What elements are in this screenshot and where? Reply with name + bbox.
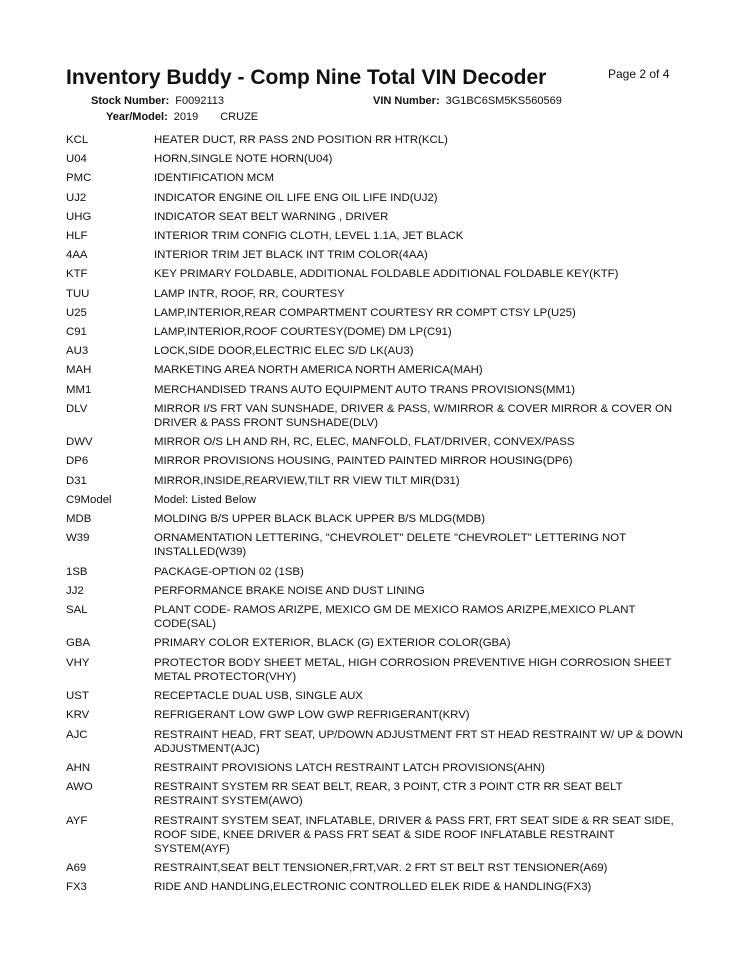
option-description: KEY PRIMARY FOLDABLE, ADDITIONAL FOLDABLE ADDITIONAL FOLDABLE KEY(KTF) (154, 268, 619, 281)
option-code-row (66, 728, 686, 756)
option-code-row (66, 229, 686, 243)
option-code-list (66, 133, 686, 900)
year-model-label: Year/Model: (106, 111, 168, 123)
option-code: C9Model (66, 493, 112, 506)
option-code: SAL (66, 604, 88, 617)
option-description: REFRIGERANT LOW GWP LOW GWP REFRIGERANT(KRV) (154, 709, 470, 722)
option-code: UHG (66, 210, 92, 223)
option-code-row (66, 435, 686, 449)
option-code: GBA (66, 637, 91, 650)
option-code: MM1 (66, 383, 92, 396)
option-code-row (66, 880, 686, 894)
option-description: PRIMARY COLOR EXTERIOR, BLACK (G) EXTERIOR COLOR(GBA) (154, 637, 511, 650)
option-code-row (66, 603, 686, 631)
option-description: MIRROR I/S FRT VAN SUNSHADE, DRIVER & PASS, W/MIRROR & COVER MIRROR & COVER ON DRIVER & PASS FRONT SUNSHADE(DLV) (154, 402, 673, 430)
option-code-row (66, 287, 686, 301)
option-code: KRV (66, 709, 90, 722)
option-description: MIRROR,INSIDE,REARVIEW,TILT RR VIEW TILT MIR(D31) (154, 474, 460, 487)
option-code: VHY (66, 656, 90, 669)
option-code: DWV (66, 436, 93, 449)
option-code-row (66, 363, 686, 377)
option-code-row (66, 584, 686, 598)
option-code-row (66, 565, 686, 579)
option-code-row (66, 306, 686, 320)
option-code: JJ2 (66, 584, 84, 597)
option-description: LAMP,INTERIOR,ROOF COURTESY(DOME) DM LP(C91) (154, 326, 452, 339)
option-code: KTF (66, 268, 88, 281)
option-description: RESTRAINT SYSTEM RR SEAT BELT, REAR, 3 POINT, CTR 3 POINT CTR RR SEAT BELT RESTRAINT SYSTEM(AWO) (154, 781, 623, 808)
option-code: UST (66, 690, 89, 703)
option-code: W39 (66, 532, 90, 545)
option-description: IDENTIFICATION MCM (154, 172, 275, 185)
vin-number-label: VIN Number: (373, 95, 440, 107)
page-title: Inventory Buddy - Comp Nine Total VIN Decoder (66, 66, 547, 89)
option-description: HEATER DUCT, RR PASS 2ND POSITION RR HTR(KCL) (154, 134, 448, 146)
option-code: MAH (66, 364, 92, 377)
option-code-row (66, 780, 686, 808)
option-description: MOLDING B/S UPPER BLACK BLACK UPPER B/S MLDG(MDB) (154, 513, 486, 526)
page-number: Page 2 of 4 (608, 67, 670, 81)
option-code: U04 (66, 153, 87, 166)
option-description: RESTRAINT HEAD, FRT SEAT, UP/DOWN ADJUSTMENT FRT ST HEAD RESTRAINT W/ UP & DOWN ADJUSTMENT(AJC) (154, 728, 683, 755)
option-description: INDICATOR SEAT BELT WARNING , DRIVER (154, 210, 389, 223)
option-code: AJC (66, 728, 88, 741)
option-description: INTERIOR TRIM CONFIG CLOTH, LEVEL 1.1A, JET BLACK (154, 230, 464, 243)
option-code: AU3 (66, 345, 89, 358)
option-description: RESTRAINT,SEAT BELT TENSIONER,FRT,VAR. 2 FRT ST BELT RST TENSIONER(A69) (154, 862, 608, 875)
stock-number-label: Stock Number: (91, 95, 170, 107)
option-description: LAMP INTR, ROOF, RR, COURTESY (154, 287, 345, 300)
option-description: LOCK,SIDE DOOR,ELECTRIC ELEC S/D LK(AU3) (154, 345, 414, 358)
option-description: INTERIOR TRIM JET BLACK INT TRIM COLOR(4AA) (154, 249, 428, 262)
option-code: UJ2 (66, 191, 87, 204)
option-description: RESTRAINT PROVISIONS LATCH RESTRAINT LATCH PROVISIONS(AHN) (154, 761, 545, 774)
option-code-row (66, 133, 686, 147)
option-code-row (66, 861, 686, 875)
option-code: AWO (66, 781, 93, 794)
model-value: CRUZE (220, 111, 259, 123)
option-description: HORN,SINGLE NOTE HORN(U04) (154, 153, 333, 166)
option-description: ORNAMENTATION LETTERING, "CHEVROLET" DELETE "CHEVROLET" LETTERING NOT INSTALLED(W39) (154, 532, 626, 559)
option-code-row (66, 248, 686, 262)
option-code-row (66, 761, 686, 775)
option-code-row (66, 512, 686, 526)
option-description: MIRROR PROVISIONS HOUSING, PAINTED PAINTED MIRROR HOUSING(DP6) (154, 455, 573, 468)
option-code: D31 (66, 474, 87, 487)
option-code: TUU (66, 287, 90, 300)
option-code: AYF (66, 814, 88, 827)
option-description: PERFORMANCE BRAKE NOISE AND DUST LINING (154, 584, 425, 597)
option-code-row (66, 344, 686, 358)
vin-number-value: 3G1BC6SM5KS560569 (445, 95, 562, 107)
option-code-row (66, 493, 686, 507)
option-code-row (66, 210, 686, 224)
option-description: MIRROR O/S LH AND RH, RC, ELEC, MANFOLD, FLAT/DRIVER, CONVEX/PASS (154, 436, 575, 449)
option-code-row (66, 325, 686, 339)
option-description: PLANT CODE- RAMOS ARIZPE, MEXICO GM DE MEXICO RAMOS ARIZPE,MEXICO PLANT CODE(SAL) (154, 604, 636, 631)
option-code: U25 (66, 306, 87, 319)
option-code-row (66, 689, 686, 703)
stock-number-value: F0092113 (175, 95, 224, 107)
option-code: KCL (66, 134, 89, 146)
option-description: PROTECTOR BODY SHEET METAL, HIGH CORROSION PREVENTIVE HIGH CORROSION SHEET METAL PROTECTOR(VHY) (154, 656, 672, 683)
option-code-row (66, 708, 686, 722)
option-code-row (66, 636, 686, 650)
option-description: RECEPTACLE DUAL USB, SINGLE AUX (154, 690, 363, 703)
year-model (106, 111, 258, 123)
option-code: DP6 (66, 455, 89, 468)
option-description: LAMP,INTERIOR,REAR COMPARTMENT COURTESY RR COMPT CTSY LP(U25) (154, 306, 576, 319)
option-code: 1SB (66, 565, 88, 578)
vin-number (373, 95, 562, 107)
option-code: MDB (66, 513, 92, 526)
option-code-row (66, 152, 686, 166)
option-description: MARKETING AREA NORTH AMERICA NORTH AMERICA(MAH) (154, 364, 483, 377)
option-code-row (66, 814, 686, 857)
option-description: Model: Listed Below (154, 493, 256, 506)
option-description: RIDE AND HANDLING,ELECTRONIC CONTROLLED ELEK RIDE & HANDLING(FX3) (154, 881, 592, 894)
year-value: 2019 (173, 111, 199, 123)
option-code: PMC (66, 172, 92, 185)
option-description: PACKAGE-OPTION 02 (1SB) (154, 565, 304, 578)
option-code-row (66, 267, 686, 281)
option-code: A69 (66, 862, 87, 875)
option-code: C91 (66, 326, 87, 339)
option-code: FX3 (66, 881, 87, 894)
option-code-row (66, 383, 686, 397)
option-code-row (66, 402, 686, 430)
option-description: RESTRAINT SYSTEM SEAT, INFLATABLE, DRIVER & PASS FRT, FRT SEAT SIDE & RR SEAT SIDE, ROOF SIDE, KNEE DRIVER & PASS FRT SEAT & SIDE ROOF INFLATABLE RESTRAINT SYSTEM(AYF) (154, 814, 674, 855)
option-code-row (66, 656, 686, 684)
option-code-row (66, 531, 686, 559)
option-description: MERCHANDISED TRANS AUTO EQUIPMENT AUTO TRANS PROVISIONS(MM1) (154, 383, 576, 396)
option-code: 4AA (66, 249, 88, 262)
option-code: DLV (66, 402, 88, 415)
option-description: INDICATOR ENGINE OIL LIFE ENG OIL LIFE IND(UJ2) (154, 191, 438, 204)
option-code: AHN (66, 761, 91, 774)
stock-number (91, 95, 224, 107)
option-code-row (66, 454, 686, 468)
option-code-row (66, 171, 686, 185)
option-code: HLF (66, 230, 88, 243)
option-code-row (66, 474, 686, 488)
option-code-row (66, 191, 686, 205)
